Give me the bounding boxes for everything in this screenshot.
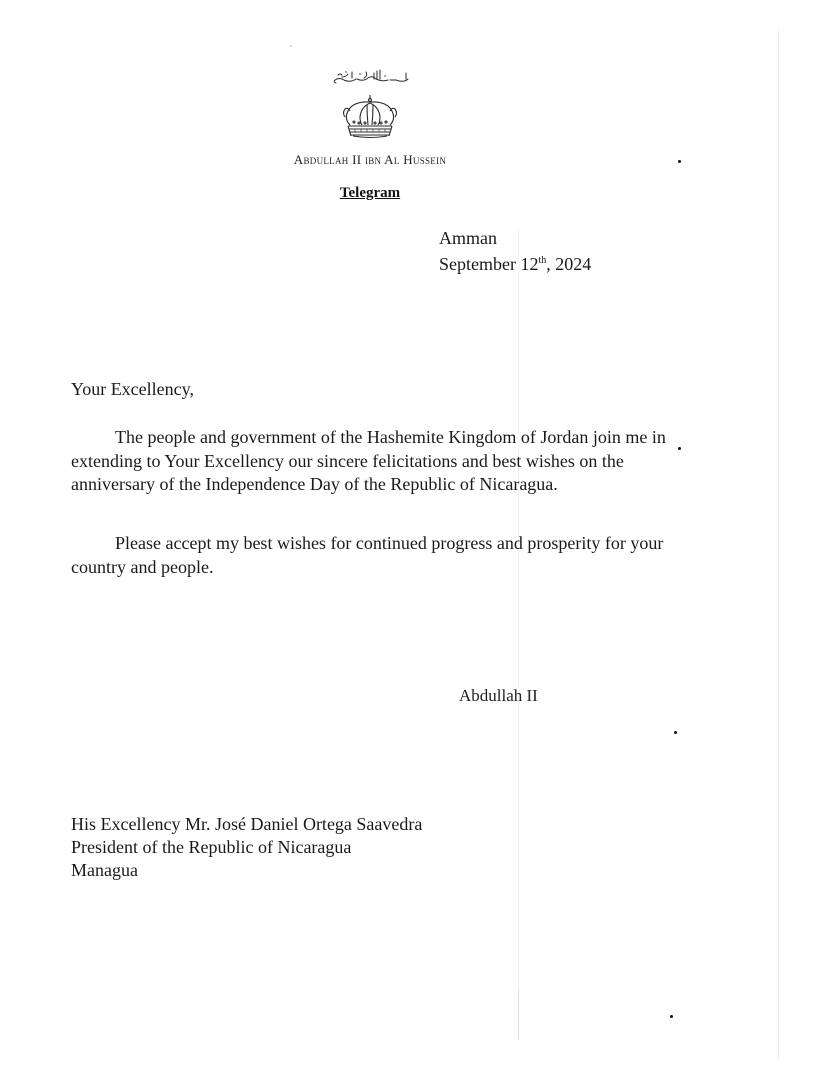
scan-speck — [678, 447, 681, 450]
scan-speck — [290, 45, 292, 47]
date-month-day: September 12 — [439, 254, 539, 274]
dateline-date — [439, 254, 591, 275]
date-year: , 2024 — [546, 254, 592, 274]
scan-artifact-line — [518, 990, 519, 1040]
recipient-address-block — [71, 813, 422, 882]
salutation: Your Excellency, — [71, 379, 194, 399]
dateline-place: Amman — [439, 228, 497, 248]
letterhead-name: Abdullah II ibn Al Hussein — [293, 152, 447, 167]
recipient-city: Managua — [71, 860, 138, 880]
date-suffix: th — [538, 255, 547, 266]
recipient-title: President of the Republic of Nicaragua — [71, 837, 352, 857]
body-paragraph: The people and government of the Hashemite Kingdom of Jordan join me in extending to Your Excellency our sincere felicitations and best wishes on the anniversary of the Independence Day of the Republic of Nicaragua. — [71, 427, 666, 494]
scan-speck — [674, 731, 677, 734]
body-paragraph: Please accept my best wishes for continued progress and prosperity for your country and people. — [71, 533, 664, 577]
scan-artifact-line — [778, 30, 779, 1060]
signature: Abdullah II — [459, 686, 538, 705]
scan-speck — [678, 160, 681, 163]
recipient-name: His Excellency Mr. José Daniel Ortega Saavedra — [71, 814, 423, 834]
basmala-calligraphy-icon — [330, 67, 412, 85]
scan-artifact-line — [518, 230, 519, 1040]
document-type-heading: Telegram — [339, 185, 401, 201]
royal-crown-icon — [339, 95, 401, 139]
scan-speck — [670, 1015, 673, 1018]
